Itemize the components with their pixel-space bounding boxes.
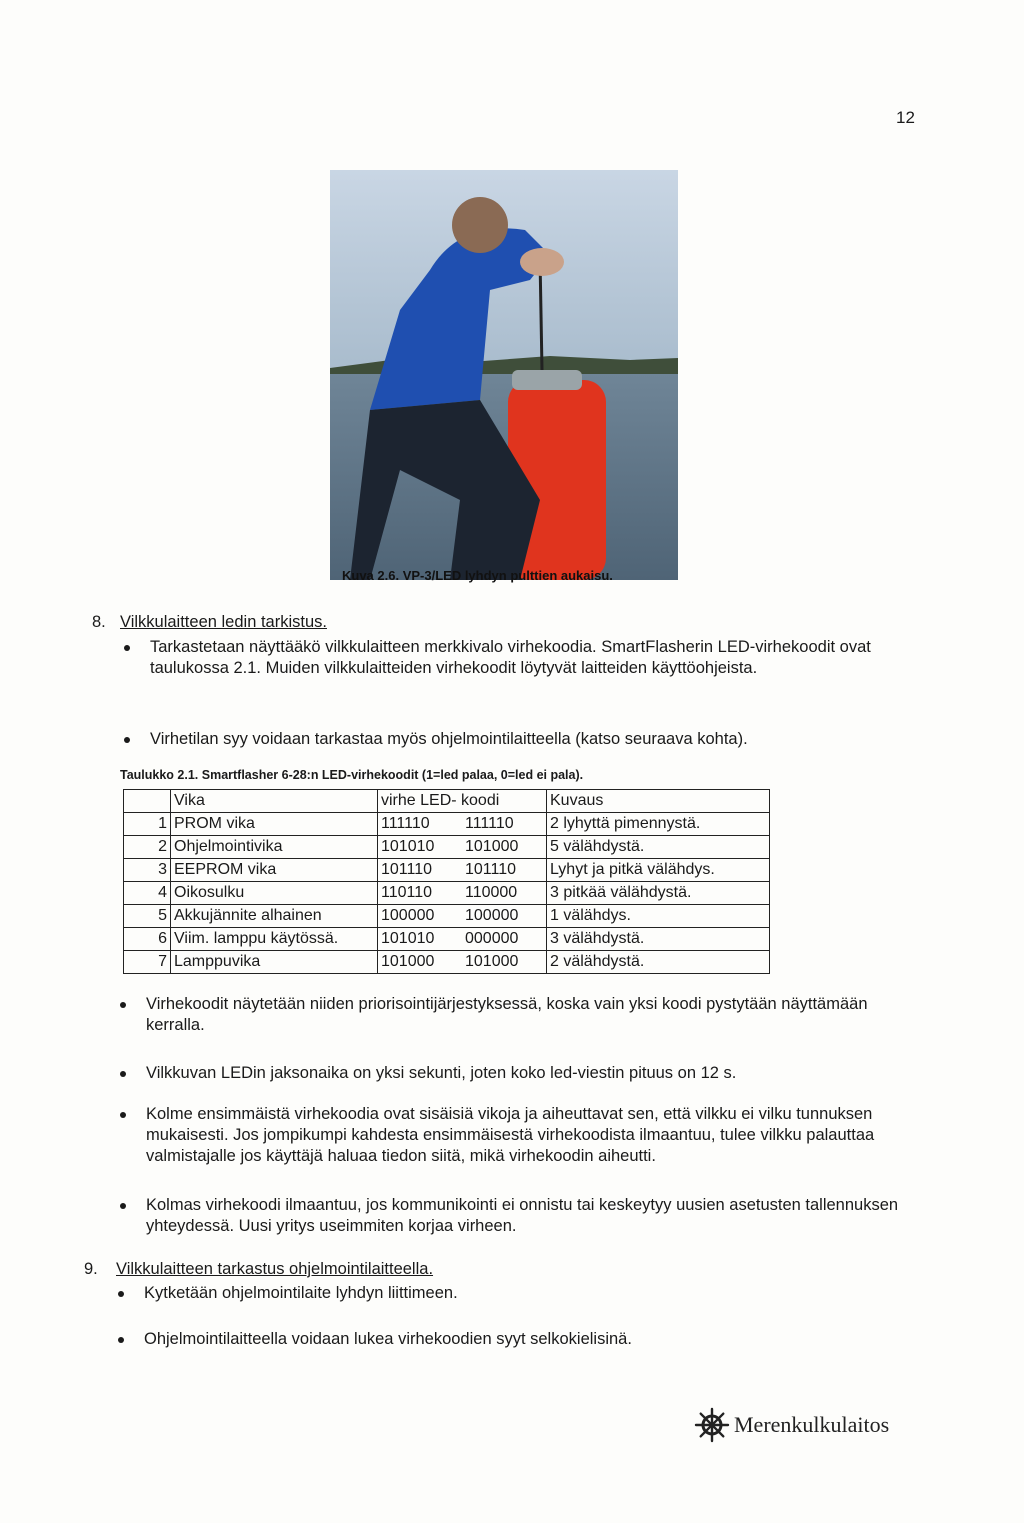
row-vika: Viim. lamppu käytössä. — [171, 928, 378, 951]
note-bullet-3 — [120, 1104, 920, 1167]
row-code-2: 111110 — [462, 813, 547, 836]
bullet-icon — [120, 1112, 126, 1118]
figure-caption: Kuva 2.6. VP-3/LED lyhdyn pulttien aukaisu. — [342, 568, 613, 583]
photo-illustration — [330, 170, 678, 580]
bullet-icon — [124, 645, 130, 651]
row-vika: PROM vika — [171, 813, 378, 836]
row-kuvaus: Lyhyt ja pitkä välähdys. — [547, 859, 770, 882]
buoy-photo — [330, 170, 678, 580]
table-row — [124, 813, 770, 836]
bullet-text: Kytketään ohjelmointilaite lyhdyn liittimeen. — [144, 1284, 458, 1302]
row-vika: Ohjelmointivika — [171, 836, 378, 859]
note-bullet-1 — [120, 994, 910, 1036]
row-code-2: 101000 — [462, 836, 547, 859]
bullet-icon — [118, 1291, 124, 1297]
row-code-2: 101000 — [462, 951, 547, 974]
logo-text: Merenkulkulaitos — [734, 1412, 890, 1437]
row-number: 7 — [124, 951, 171, 974]
bullet-text: Tarkastetaan näyttääkö vilkkulaitteen merkkivalo virhekoodia. SmartFlasherin LED-virhekoodit ovat taulukossa 2.1. Muiden vilkkulaitteiden virhekoodit löytyvät laitteiden käyttöohjeista. — [150, 638, 871, 677]
row-number: 4 — [124, 882, 171, 905]
row-vika: Oikosulku — [171, 882, 378, 905]
row-vika: Lamppuvika — [171, 951, 378, 974]
bullet-text: Vilkkuvan LEDin jaksonaika on yksi sekunti, joten koko led-viestin pituus on 12 s. — [146, 1064, 737, 1082]
row-code-1: 101110 — [378, 859, 463, 882]
table-header-row — [124, 790, 770, 813]
row-kuvaus: 5 välähdystä. — [547, 836, 770, 859]
section-8-number: 8. — [92, 613, 106, 631]
row-number: 6 — [124, 928, 171, 951]
row-code-1: 100000 — [378, 905, 463, 928]
row-code-2: 101110 — [462, 859, 547, 882]
bullet-text: Kolme ensimmäistä virhekoodia ovat sisäisiä vikoja ja aiheuttavat sen, että vilkku ei vilku tunnuksen mukaisesti. Jos jompikumpi kahdesta ensimmäisestä virhekoodista ilmaantuu, tulee vilkku palauttaa valmistajalle jos käyttäjä haluaa tiedon siitä, mikä virhekoodin aiheutti. — [146, 1105, 875, 1165]
error-code-table — [123, 789, 770, 974]
section-9 — [84, 1259, 904, 1283]
row-code-2: 000000 — [462, 928, 547, 951]
row-vika: Akkujännite alhainen — [171, 905, 378, 928]
row-kuvaus: 3 välähdystä. — [547, 928, 770, 951]
row-kuvaus: 1 välähdys. — [547, 905, 770, 928]
row-code-2: 110000 — [462, 882, 547, 905]
row-code-1: 111110 — [378, 813, 463, 836]
section-8-title: Vilkkulaitteen ledin tarkistus. — [120, 613, 327, 631]
table-row — [124, 836, 770, 859]
table-row — [124, 928, 770, 951]
row-number: 2 — [124, 836, 171, 859]
header-vika: Vika — [171, 790, 378, 813]
ship-wheel-icon — [694, 1407, 730, 1443]
table-row — [124, 859, 770, 882]
row-kuvaus: 2 välähdystä. — [547, 951, 770, 974]
header-num-cell — [124, 790, 171, 813]
row-number: 5 — [124, 905, 171, 928]
row-code-1: 101010 — [378, 928, 463, 951]
section-8-bullet-2 — [124, 729, 914, 750]
row-number: 3 — [124, 859, 171, 882]
bullet-icon — [120, 1203, 126, 1209]
row-code-2: 100000 — [462, 905, 547, 928]
section-9-title: Vilkkulaitteen tarkastus ohjelmointilaitteella. — [116, 1260, 434, 1278]
row-number: 1 — [124, 813, 171, 836]
table-caption: Taulukko 2.1. Smartflasher 6-28:n LED-virhekoodit (1=led palaa, 0=led ei pala). — [120, 768, 584, 782]
bullet-icon — [124, 737, 130, 743]
bullet-icon — [120, 1002, 126, 1008]
row-kuvaus: 2 lyhyttä pimennystä. — [547, 813, 770, 836]
page-number: 12 — [896, 108, 915, 127]
section-9-bullet-1 — [118, 1283, 908, 1304]
bullet-text: Kolmas virhekoodi ilmaantuu, jos kommunikointi ei onnistu tai keskeytyy uusien asetusten tallennuksen yhteydessä. Uusi yritys useimmiten korjaa virheen. — [146, 1196, 899, 1235]
section-9-number: 9. — [84, 1260, 98, 1278]
header-kuvaus: Kuvaus — [547, 790, 770, 813]
row-kuvaus: 3 pitkää välähdystä. — [547, 882, 770, 905]
section-8-bullet-1 — [124, 637, 914, 679]
merenkulkulaitos-logo — [694, 1407, 889, 1443]
bullet-text: Virhetilan syy voidaan tarkastaa myös ohjelmointilaitteella (katso seuraava kohta). — [150, 730, 748, 748]
row-vika: EEPROM vika — [171, 859, 378, 882]
bullet-text: Virhekoodit näytetään niiden priorisointijärjestyksessä, koska vain yksi koodi pystytään näyttämään kerralla. — [146, 995, 868, 1034]
table-row — [124, 905, 770, 928]
row-code-1: 101000 — [378, 951, 463, 974]
table-row — [124, 882, 770, 905]
row-code-1: 110110 — [378, 882, 463, 905]
header-code: virhe LED- koodi — [378, 790, 547, 813]
note-bullet-2 — [120, 1063, 910, 1084]
row-code-1: 101010 — [378, 836, 463, 859]
bullet-icon — [120, 1071, 126, 1077]
note-bullet-4 — [120, 1195, 910, 1237]
section-9-bullet-2 — [118, 1329, 908, 1350]
table-row — [124, 951, 770, 974]
bullet-icon — [118, 1337, 124, 1343]
bullet-text: Ohjelmointilaitteella voidaan lukea virhekoodien syyt selkokielisinä. — [144, 1330, 632, 1348]
